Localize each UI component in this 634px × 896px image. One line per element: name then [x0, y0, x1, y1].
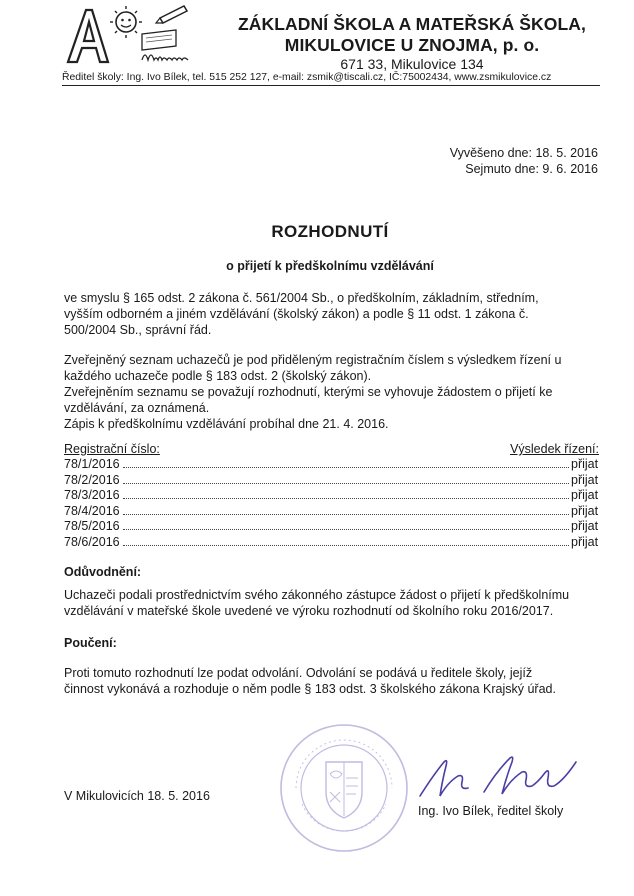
registry-number: 78/4/2016: [64, 503, 120, 518]
registry-number: 78/3/2016: [64, 488, 120, 502]
instruction-line: činnost vykonává a rozhoduje o něm podle § 183 odst. 3 školského zákona Krajský úřad.: [64, 682, 556, 696]
intro-line: ve smyslu § 165 odst. 2 zákona č. 561/2004 Sb., o předškolním, základním, středním,: [64, 291, 539, 305]
notice-paragraph: [64, 352, 604, 432]
registry-list: [64, 456, 599, 549]
reasoning-paragraph: [64, 587, 604, 619]
registry-result: přijat: [571, 534, 599, 549]
instruction-paragraph: [64, 665, 604, 697]
registry-row: [64, 534, 599, 550]
header-rule: [62, 85, 600, 86]
registry-number: 78/6/2016: [64, 534, 120, 549]
intro-line: vyšším odborném a jiném vzdělávání (školský zákon) a podle § 11 odst. 1 zákona č.: [64, 307, 529, 321]
contact-line: Ředitel školy: Ing. Ivo Bílek, tel. 515 252 127, e-mail: zsmik@tiscali.cz, IČ:75002434, www.zsmikulovice.cz: [62, 72, 552, 83]
sun-letters-logo-icon: [64, 4, 214, 66]
handwritten-signature: [414, 752, 604, 804]
round-school-stamp-icon: [278, 722, 410, 854]
registry-row: [64, 503, 599, 519]
round-school-stamp: [278, 722, 410, 854]
dot-leader: [123, 483, 569, 484]
intro-line: 500/2004 Sb., správní řád.: [64, 323, 212, 337]
registry-result: přijat: [571, 519, 599, 533]
dot-leader: [123, 467, 569, 468]
dot-leader: [123, 498, 569, 499]
school-name: [222, 14, 602, 56]
instruction-line: Proti tomuto rozhodnutí lze podat odvolání. Odvolání se podává u ředitele školy, jejíž: [64, 666, 533, 680]
posting-dates: [380, 145, 598, 177]
registry-result: přijat: [571, 503, 599, 518]
school-name-line2: MIKULOVICE U ZNOJMA, p. o.: [284, 35, 540, 55]
handwritten-signature-icon: [414, 752, 604, 804]
registry-row: [64, 518, 599, 534]
notice-line: Zveřejněním seznamu se považují rozhodnutí, kterými se vyhovuje žádostem o přijetí ke: [64, 385, 553, 399]
dot-leader: [123, 529, 569, 530]
document-subtitle: o přijetí k předškolnímu vzdělávání: [226, 259, 434, 273]
registry-col-number: Registrační číslo:: [64, 442, 160, 456]
document-title: ROZHODNUTÍ: [271, 222, 389, 241]
reasoning-line: Uchazeči podali prostřednictvím svého zákonného zástupce žádost o přijetí k předškolnímu: [64, 588, 570, 602]
school-logo: [64, 4, 214, 66]
registry-result: přijat: [571, 472, 599, 487]
dot-leader: [123, 545, 569, 546]
school-address: 671 33, Mikulovice 134: [340, 56, 484, 72]
registry-row: [64, 456, 599, 472]
notice-line: každého uchazeče podle § 183 odst. 2 (školský zákon).: [64, 369, 372, 383]
instruction-heading: Poučení:: [64, 636, 117, 650]
registry-number: 78/5/2016: [64, 519, 120, 533]
intro-paragraph: [64, 290, 604, 338]
dot-leader: [123, 514, 569, 515]
registry-row: [64, 472, 599, 488]
posted-date: Vyvěšeno dne: 18. 5. 2016: [449, 146, 598, 160]
school-name-line1: ZÁKLADNÍ ŠKOLA A MATEŘSKÁ ŠKOLA,: [238, 14, 586, 34]
reasoning-heading: Odůvodnění:: [64, 565, 142, 579]
notice-line: Zápis k předškolnímu vzdělávání probíhal dne 21. 4. 2016.: [64, 417, 389, 431]
registry-row: [64, 487, 599, 503]
notice-line: Zveřejněný seznam uchazečů je pod přiděleným registračním číslem s výsledkem řízení u: [64, 353, 562, 367]
registry-col-result: Výsledek řízení:: [510, 442, 599, 456]
place-date: V Mikulovicích 18. 5. 2016: [64, 789, 210, 803]
registry-number: 78/1/2016: [64, 457, 120, 471]
signer-name: Ing. Ivo Bílek, ředitel školy: [418, 804, 564, 818]
registry-result: přijat: [571, 457, 599, 471]
removed-date: Sejmuto dne: 9. 6. 2016: [465, 162, 598, 176]
notice-line: vzdělávání, za oznámená.: [64, 401, 210, 415]
registry-number: 78/2/2016: [64, 472, 120, 487]
registry-result: přijat: [571, 488, 599, 502]
reasoning-line: vzdělávání v mateřské škole uvedené ve výroku rozhodnutí od školního roku 2016/2017.: [64, 604, 554, 618]
registry-header: [64, 441, 599, 457]
